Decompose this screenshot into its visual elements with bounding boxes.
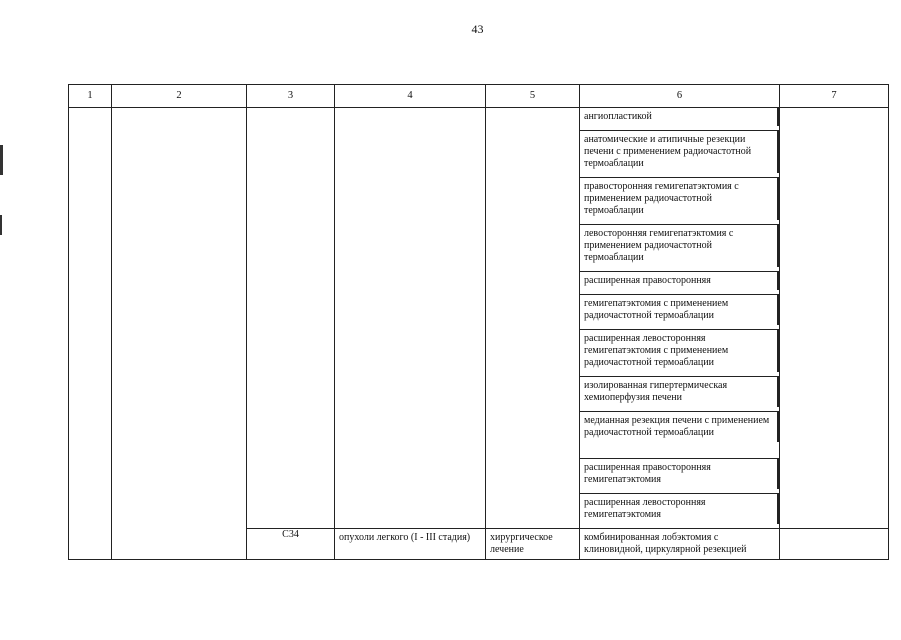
procedure-cell: [580, 272, 780, 295]
procedure-text: расширенная левосторонняя гемигепатэктомия с применением радиочастотной термоаблации: [580, 330, 779, 372]
column-header: 1: [69, 85, 112, 108]
col4-cell: [335, 108, 486, 529]
col5-cell: [486, 108, 580, 529]
medical-procedures-table: [68, 84, 889, 560]
treatment-type-text: хирургическое лечение: [490, 532, 553, 555]
procedure-cell: [580, 178, 780, 225]
diagnosis-cell: [335, 529, 486, 560]
col7-cell: [780, 529, 889, 560]
diagnosis-text: опухоли легкого (I - III стадия): [339, 532, 471, 543]
procedure-cell: [580, 412, 780, 459]
scan-edge-mark: [0, 215, 2, 235]
procedure-text: левосторонняя гемигепатэктомия с применением радиочастотной термоаблации: [580, 225, 779, 267]
column-header: 2: [112, 85, 247, 108]
col1-cell: [69, 108, 112, 560]
procedure-cell: [580, 131, 780, 178]
table-row: [69, 108, 889, 131]
procedure-text: медианная резекция печени с применением радиочастотной термоаблации: [580, 412, 779, 442]
procedure-cell: [580, 459, 780, 494]
procedure-cell: [580, 494, 780, 529]
procedure-cell: [580, 295, 780, 330]
icd-code-cell: [247, 529, 335, 560]
col7-cell: [780, 108, 889, 529]
procedure-cell: [580, 108, 780, 131]
column-header: 7: [780, 85, 889, 108]
procedure-text: правосторонняя гемигепатэктомия с применением радиочастотной термоаблации: [580, 178, 779, 220]
procedure-text: комбинированная лобэктомия с клиновидной, циркулярной резекцией: [584, 532, 747, 555]
procedure-text: ангиопластикой: [580, 108, 779, 126]
procedure-text: анатомические и атипичные резекции печени с применением радиочастотной термоаблации: [580, 131, 779, 173]
page-number: 43: [471, 22, 484, 36]
procedure-cell: [580, 529, 780, 560]
procedure-cell: [580, 225, 780, 272]
col3-cell: [247, 108, 335, 529]
treatment-type-cell: [486, 529, 580, 560]
procedure-text: расширенная левосторонняя гемигепатэктомия: [580, 494, 779, 524]
column-header: 3: [247, 85, 335, 108]
col2-cell: [112, 108, 247, 560]
procedure-text: расширенная правосторонняя гемигепатэктомия: [580, 459, 779, 489]
column-header: 4: [335, 85, 486, 108]
column-header: 6: [580, 85, 780, 108]
procedure-text: гемигепатэктомия с применением радиочастотной термоаблации: [580, 295, 779, 325]
procedure-cell: [580, 377, 780, 412]
icd-code: C34: [282, 529, 299, 540]
scan-edge-mark: [0, 145, 3, 175]
procedure-text: изолированная гипертермическая хемиоперфузия печени: [580, 377, 779, 407]
procedure-text: расширенная правосторонняя: [580, 272, 779, 290]
table-header-row: [69, 85, 889, 108]
procedure-cell: [580, 330, 780, 377]
column-header: 5: [486, 85, 580, 108]
